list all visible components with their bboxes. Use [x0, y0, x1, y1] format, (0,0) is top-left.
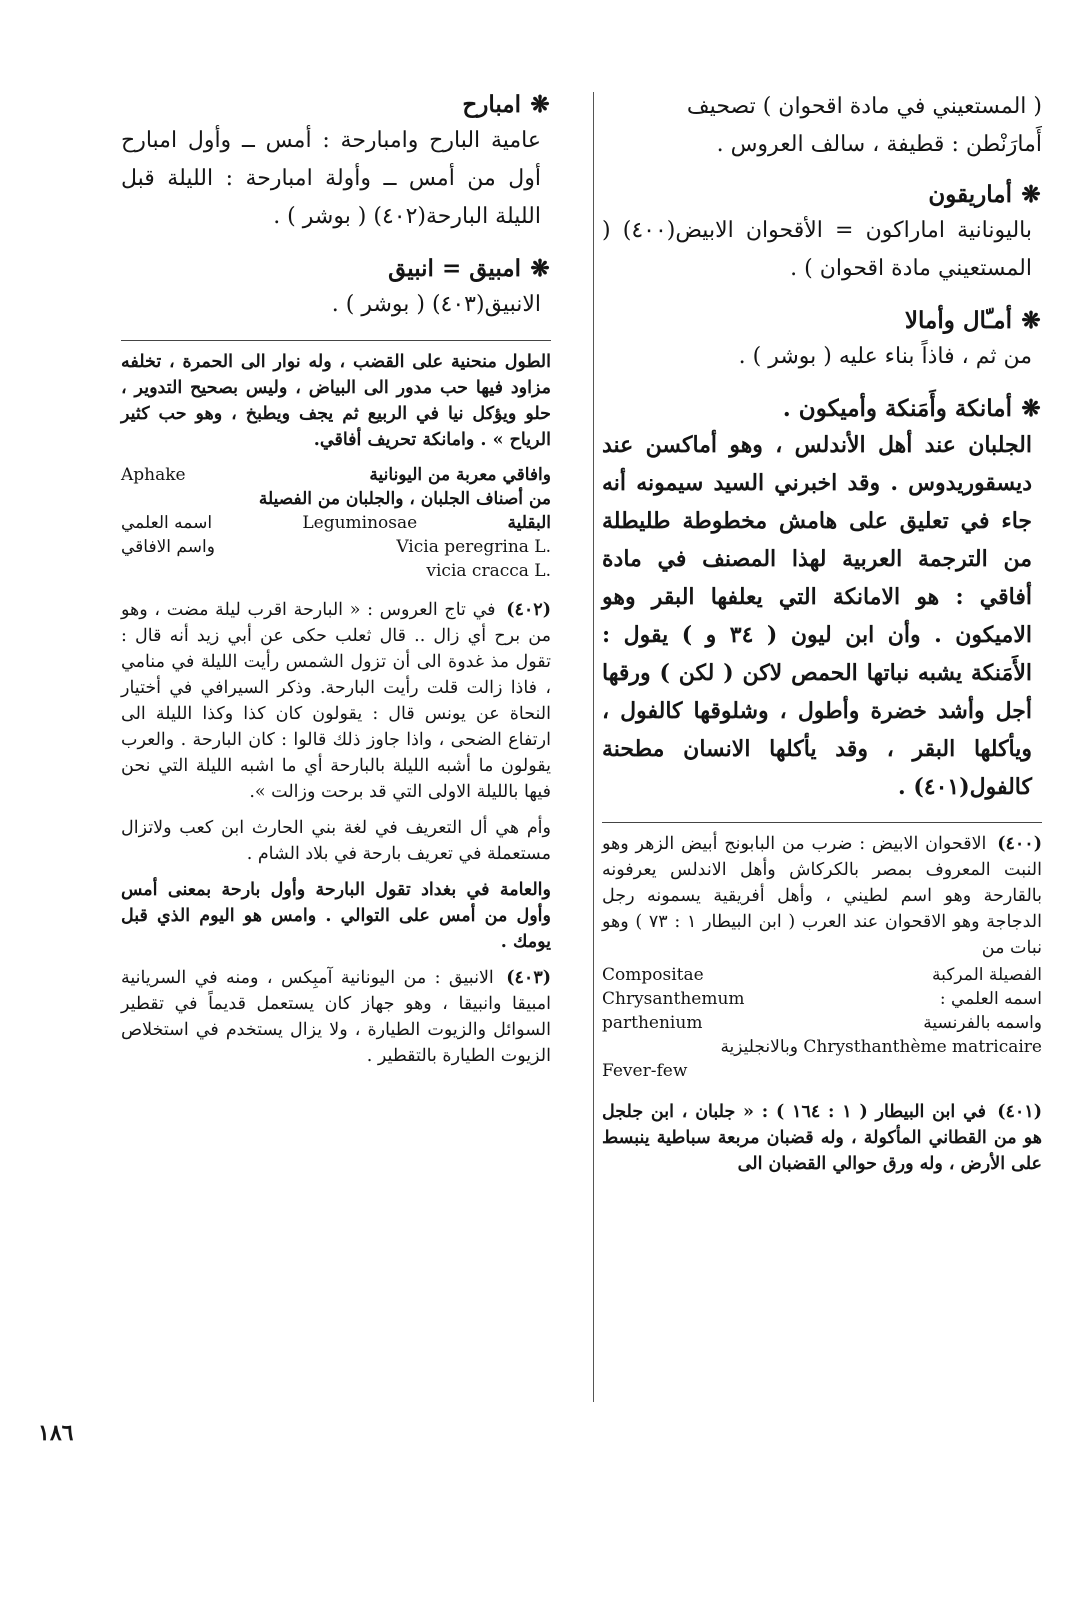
note-arabic: من أصناف الجلبان ، والجلبان من الفصيلة — [258, 489, 551, 509]
right-column — [602, 88, 1042, 1187]
footnote-separator — [121, 340, 551, 341]
intro-text — [602, 88, 1042, 164]
footnote-arabic-term: واسمه بالفرنسية — [923, 1013, 1042, 1033]
note-latin: Vicia peregrina L. — [396, 537, 551, 557]
asterism-icon: ❋ — [1021, 307, 1041, 334]
note-arabic: اسمه العلمي — [121, 513, 213, 533]
footnote-402 — [121, 597, 551, 805]
headword: أماريقون — [928, 181, 1012, 208]
footnote-401 — [602, 1099, 1042, 1177]
footnote-402-paragraph: وأم هي أل التعريف في لغة بني الحارث ابن كعب ولاتزال مستعملة في تعريف بارحة في بلاد الشام . — [121, 818, 551, 864]
entry-body: من ثم ، فاذاً بناء عليه ( بوشر ) . — [738, 344, 1032, 369]
footnote-number: (٤٠٢) — [506, 600, 551, 620]
entry-imbarih — [121, 88, 551, 236]
headword: امبيق = انبيق — [388, 255, 521, 282]
headword: امبارح — [462, 91, 521, 118]
footnote-separator — [602, 822, 1042, 823]
footnote-arabic-term: اسمه العلمي : — [939, 989, 1042, 1009]
left-column — [121, 88, 551, 1079]
entry-body: عامية البارح وامبارحة : أمس ــ وأول امبارح أول من أمس ــ وأولة امبارحة : الليلة قبل الليلة البارحة(٤٠٢) ( بوشر ) . — [121, 128, 541, 229]
footnote-latin-term: Chrysthanthème matricaire وبالانجليزية — [720, 1037, 1042, 1057]
footnote-latin-term: Compositae — [602, 965, 704, 985]
headword: أمانكة وأَمَنكة وأميكون . — [782, 395, 1012, 422]
entry-body: الجلبان عند أهل الأندلس ، وهو أماكسن عند ديسقوريدوس . وقد اخبرني السيد سيمونه أنه جاء في تعليق على هامش مخطوطة طليطلة من الترجمة العربية لهذا المصنف في مادة أفاقي : هو الامانكة التي يعلفها البقر وهو الاميكون . وأن ابن ليون ( ٣٤ و ) يقول : الأَمَنكة يشبه نباتها الحمص لاكن ( لكن ) ورقها أجل وأشد خضرة وأطول ، وشلوقها كالفول ، ويأكلها البقر ، وقد يأكلها الانسان مطحنة كالفول(٤٠١) . — [602, 432, 1032, 800]
footnote-latin-term: Fever-few — [602, 1061, 688, 1081]
column-divider — [593, 92, 594, 1402]
footnote-text: في تاج العروس : « البارحة اقرب ليلة مضت ، وهو من برح أي زال .. قال ثعلب حكى عن أبي زيد أنه قال : تقول مذ غدوة الى أن تزول الشمس رأيت الليلة في منامي ، فاذا زالت قلت رأيت البارحة. وذكر السيرافي في أختيار النحاة عن يونس قال : يقولون كان كذا وكذا الليلة الى ارتفاع الضحى ، واذا جاوز ذلك قالوا : كان البارحة . والعرب يقولون ما أشبه الليلة بالبارحة أي ما اشبه الليلة التي نحن فيها بالليلة الاولى التي قد برحت وزالت ». — [121, 600, 551, 802]
note-arabic: واسم الافاقي — [121, 537, 215, 557]
note-arabic: البقلية — [507, 513, 551, 533]
afaqi-note — [121, 463, 551, 583]
footnote-latin-term: Chrysanthemum — [602, 989, 745, 1009]
entry-body: باليونانية اماراكون = الأقحوان الابيض(٤٠٠) ( المستعيني مادة اقحوان ) . — [602, 218, 1032, 281]
asterism-icon: ❋ — [1021, 181, 1041, 208]
footnote-400 — [602, 831, 1042, 1083]
footnote-latin-term: parthenium — [602, 1013, 703, 1033]
note-latin: vicia cracca L. — [426, 561, 551, 581]
entry-body: الانبيق(٤٠٣) ( بوشر ) . — [331, 292, 541, 317]
footnote-text: الاقحوان الابيض : ضرب من البابونج أبيض الزهر وهو النبت المعروف بمصر بالكركاش وأهل الاندلس يعرفونه بالقارحة وهو اسم لطيني ، وأهل أفريقية يسمونه رجل الدجاجة وهو الاقحوان عند العرب ( ابن البيطار ١ : ٧٣ ) وهو نبات من — [602, 834, 1042, 958]
entry-imbiq — [121, 252, 551, 324]
footnote-number: (٤٠٣) — [506, 968, 551, 988]
note-arabic: وافاقي معربة من اليونانية — [369, 465, 551, 485]
entry-amalla — [602, 304, 1042, 376]
asterism-icon: ❋ — [530, 91, 550, 118]
footnote-text: الانبيق : من اليونانية آمبِكس ، ومنه في السريانية امبيقا وانبيقا ، وهو جهاز كان يستعمل قديماً في تقطير السوائل والزيوت الطيارة ، ولا يزال يستخدم في استخلاص الزيوت الطيارة بالتقطير . — [121, 968, 551, 1066]
footnote-number: (٤٠٠) — [997, 834, 1042, 854]
footnote-arabic-term: الفصيلة المركبة — [932, 965, 1042, 985]
note-latin: Aphake — [121, 465, 186, 485]
intro-line-1: ( المستعيني في مادة اقحوان ) تصحيف — [686, 94, 1042, 119]
footnote-continuation: الطول منحنية على القضب ، وله نوار الى الحمرة ، تخلفه مزاود فيها حب مدور الى البياض ، وليس بصحيح التدوير ، حلو ويؤكل نيا في الربيع ثم يجف ويطبخ ، وهو حب كثير الرياح » . وامانكة تحريف أفاقي. — [121, 352, 551, 450]
intro-line-2: أَمارَنْطن : قطيفة ، سالف العروس . — [716, 132, 1042, 157]
footnote-text: في ابن البيطار ( ١ : ١٦٤ ) : « جلبان ، ابن جلجل هو من القطاني المأكولة ، وله قضبان مربعة سباطية ينبسط على الأرض ، وله ورق حوالي القضبان الى — [602, 1102, 1042, 1174]
asterism-icon: ❋ — [1021, 395, 1041, 422]
footnote-number: (٤٠١) — [997, 1102, 1042, 1122]
entry-amariqun — [602, 178, 1042, 288]
footnote-403 — [121, 965, 551, 1069]
entry-amanka — [602, 392, 1042, 806]
note-latin: Leguminosae — [302, 513, 418, 533]
asterism-icon: ❋ — [530, 255, 550, 282]
footnote-402-paragraph: والعامة في بغداد تقول البارحة وأول بارحة بمعنى أمس وأول من أمس على التوالي . وامس هو اليوم الذي قبل يومك . — [121, 880, 551, 952]
headword: أمـّال وأمالا — [904, 307, 1012, 334]
page-number: ١٨٦ — [38, 1420, 74, 1446]
